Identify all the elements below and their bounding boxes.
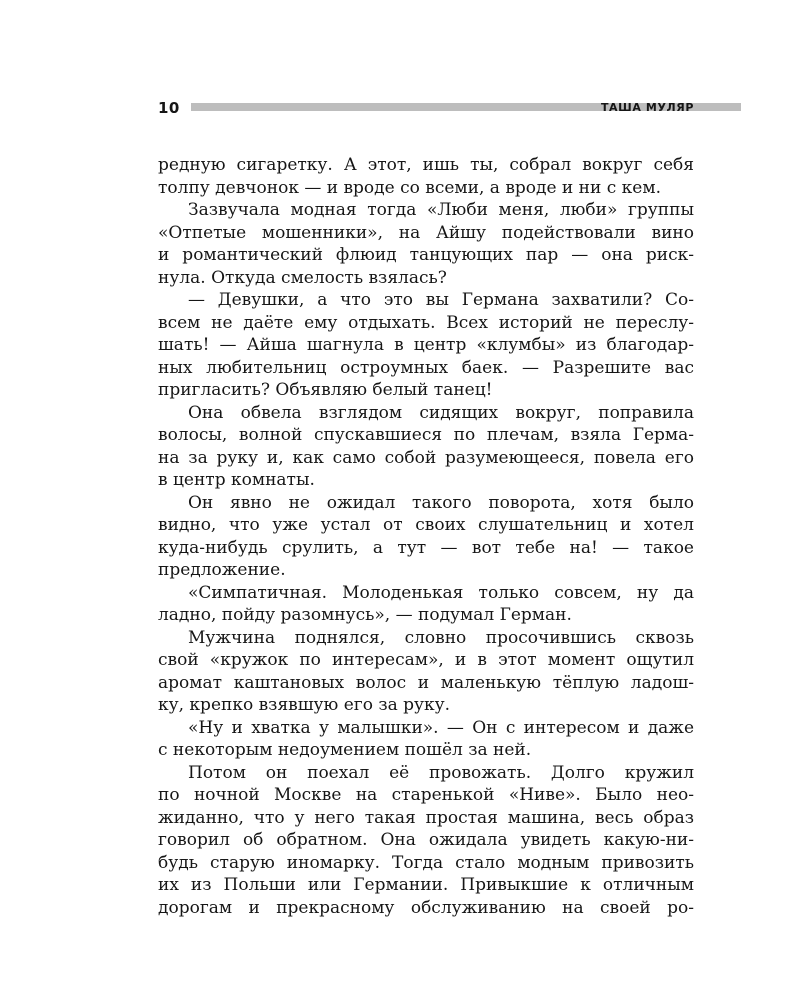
running-header bbox=[158, 99, 694, 117]
text-line: волосы, волной спускавшиеся по плечам, взяла Герма- bbox=[158, 425, 694, 445]
text-line: жиданно, что у него такая простая машина, весь образ bbox=[158, 807, 694, 828]
text-line: шать! — Айша шагнула в центр «клумбы» из благодар- bbox=[158, 335, 694, 355]
text-line: в центр комнаты. bbox=[158, 470, 315, 490]
text-line: ладно, пойду разомнусь», — подумал Герман. bbox=[158, 605, 572, 625]
text-line: говорил об обратном. Она ожидала увидеть какую-ни- bbox=[158, 830, 694, 850]
text-line: с некоторым недоумением пошёл за ней. bbox=[158, 740, 532, 760]
text-line: всем не даёте ему отдыхать. Всех историй не переслу- bbox=[158, 312, 694, 333]
text-line: толпу девчонок — и вроде со всеми, а вроде и ни с кем. bbox=[158, 177, 661, 198]
text-line: «Отпетые мошенники», на Айшу подействовали вино bbox=[158, 222, 694, 243]
text-line: ных любительниц остроумных баек. — Разрешите вас bbox=[158, 357, 694, 378]
text-line: «Симпатичная. Молоденькая только совсем, ну да bbox=[188, 582, 694, 603]
text-line: будь старую иномарку. Тогда стало модным привозить bbox=[158, 852, 694, 873]
text-line: — Девушки, а что это вы Германа захватили? Со- bbox=[188, 290, 694, 310]
text-line: и романтический флюид танцующих пар — она риск- bbox=[158, 245, 694, 265]
text-line: куда-нибудь срулить, а тут — вот тебе на! — такое bbox=[158, 537, 694, 558]
text-line: Он явно не ожидал такого поворота, хотя было bbox=[188, 492, 694, 513]
page-number: 10 bbox=[158, 99, 180, 117]
text-line: Зазвучала модная тогда «Люби меня, люби» группы bbox=[188, 200, 694, 220]
body-text bbox=[158, 154, 694, 919]
text-line: их из Польши или Германии. Привыкшие к отличным bbox=[158, 875, 694, 895]
text-line: видно, что уже устал от своих слушательниц и хотел bbox=[158, 515, 694, 535]
text-line: на за руку и, как само собой разумеющееся, повела его bbox=[158, 447, 694, 468]
text-line: Она обвела взглядом сидящих вокруг, поправила bbox=[188, 402, 694, 423]
text-line: аромат каштановых волос и маленькую тёплую ладош- bbox=[158, 672, 694, 693]
text-line: Мужчина поднялся, словно просочившись сквозь bbox=[188, 627, 694, 648]
running-head-author: ТАША МУЛЯР bbox=[600, 101, 694, 114]
text-line: Потом он поехал её провожать. Долго кружил bbox=[188, 762, 694, 783]
text-line: редную сигаретку. А этот, ишь ты, собрал вокруг себя bbox=[158, 155, 694, 175]
text-line: ку, крепко взявшую его за руку. bbox=[158, 695, 451, 715]
text-line: дорогам и прекрасному обслуживанию на своей ро- bbox=[158, 897, 694, 918]
text-line: нула. Откуда смелость взялась? bbox=[158, 267, 447, 288]
text-line: «Ну и хватка у малышки». — Он с интересом и даже bbox=[188, 717, 694, 738]
text-line: пригласить? Объявляю белый танец! bbox=[158, 380, 493, 400]
text-line: по ночной Москве на старенькой «Ниве». Было нео- bbox=[158, 785, 694, 805]
text-line: предложение. bbox=[158, 560, 286, 580]
text-line: свой «кружок по интересам», и в этот момент ощутил bbox=[158, 650, 694, 670]
